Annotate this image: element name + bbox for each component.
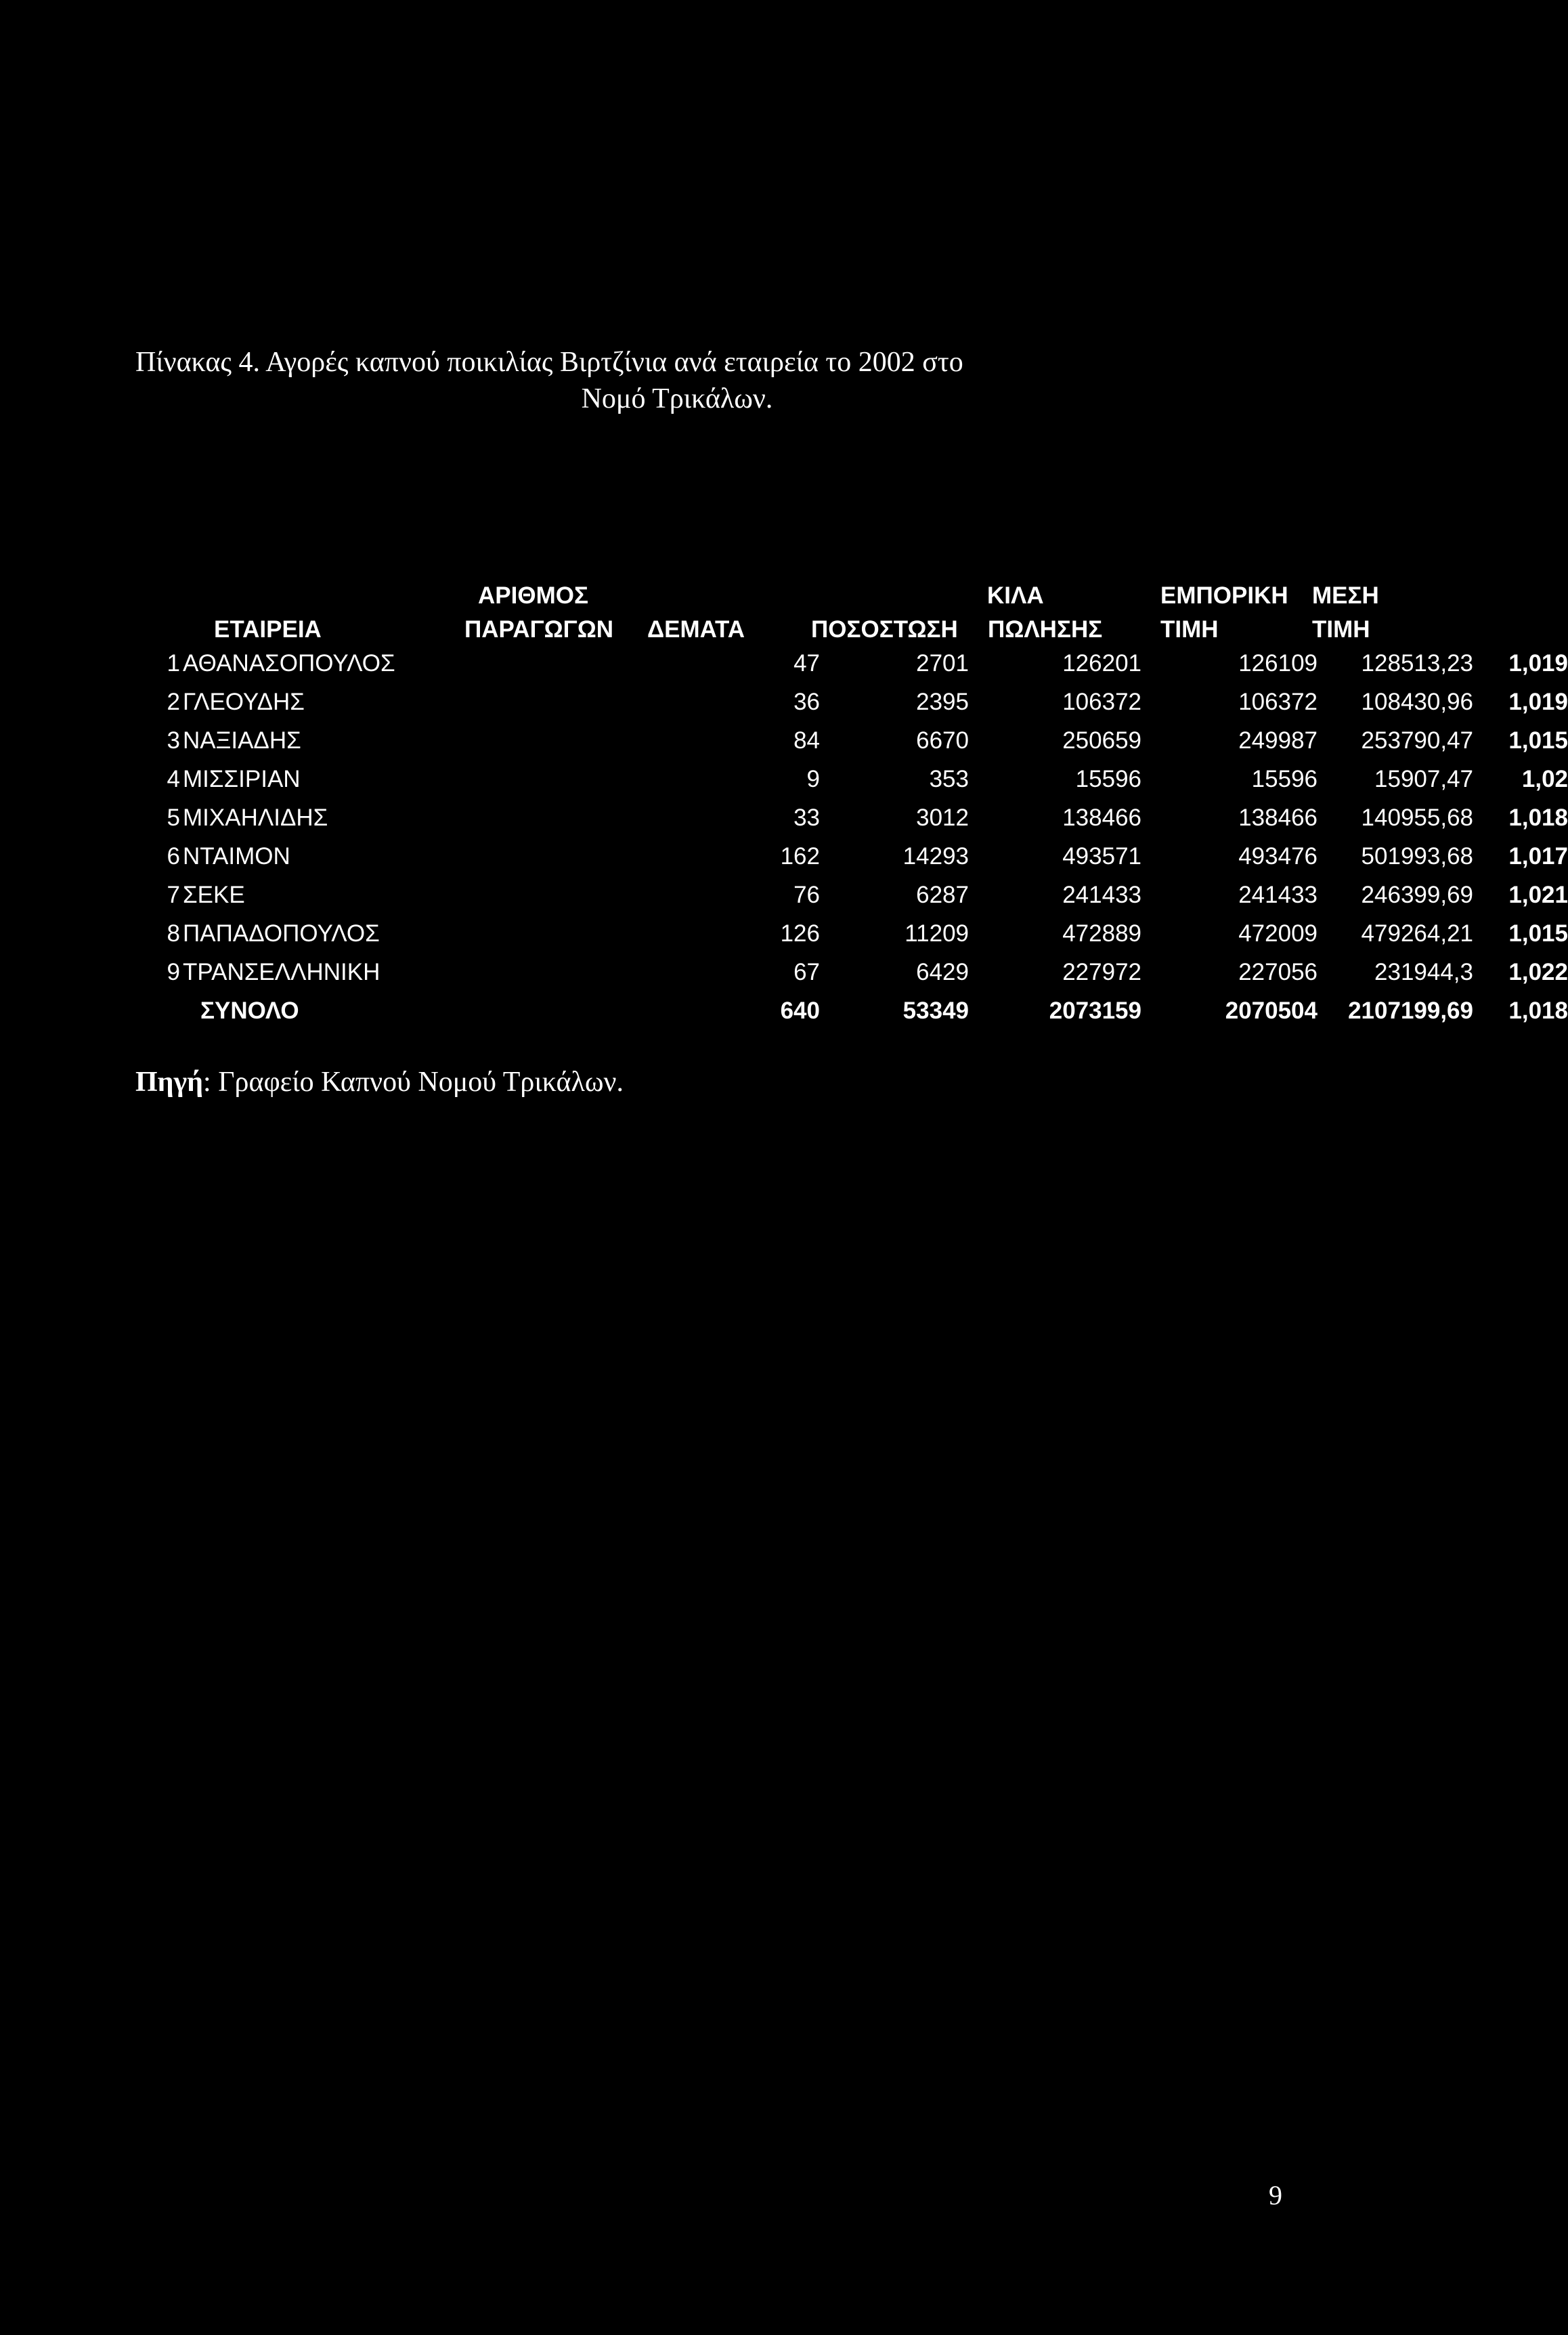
- total-bales: 53349: [902, 998, 969, 1024]
- table-header-row-1: [160, 577, 1412, 611]
- source-text: : Γραφείο Καπνού Νομού Τρικάλων.: [203, 1067, 624, 1098]
- source-label: Πηγή: [135, 1067, 204, 1098]
- header-kilos-line2: ΠΩΛΗΣΗΣ: [988, 616, 1103, 643]
- company-name: ΤΡΑΝΣΕΛΛΗΝΙΚΗ: [183, 959, 380, 985]
- avg-price-value: 1,015: [1508, 727, 1568, 754]
- table-body: [160, 645, 1568, 992]
- quantity-value: 106372: [1062, 689, 1141, 715]
- bales-count: 14293: [902, 843, 969, 870]
- quantity-value: 250659: [1062, 727, 1141, 754]
- header-quantity: ΠΟΣΟΣΤΩΣΗ: [811, 616, 958, 643]
- row-number: 3: [167, 727, 180, 754]
- header-company: ΕΤΑΙΡΕΙΑ: [214, 616, 322, 643]
- avg-price-value: 1,019: [1508, 650, 1568, 677]
- kilos-value: 126109: [1238, 650, 1317, 677]
- total-quantity: 2073159: [1049, 998, 1141, 1024]
- kilos-value: 227056: [1238, 959, 1317, 985]
- header-commercial-line2: ΤΙΜΗ: [1160, 616, 1219, 643]
- producers-count: 76: [793, 882, 820, 908]
- row-number: 9: [167, 959, 180, 985]
- avg-price-value: 1,018: [1508, 805, 1568, 831]
- row-number: 1: [167, 650, 180, 677]
- row-number: 5: [167, 805, 180, 831]
- header-commercial-line1: ΕΜΠΟΡΙΚΗ: [1160, 582, 1288, 609]
- table-header-row-2: [160, 611, 1412, 645]
- producers-count: 162: [780, 843, 820, 870]
- table-row: [160, 761, 1568, 799]
- page-number: 9: [1269, 2180, 1282, 2210]
- caption-line-2: Νομό Τρικάλων.: [581, 383, 773, 414]
- quantity-value: 138466: [1062, 805, 1141, 831]
- header-avg-line2: ΤΙΜΗ: [1312, 616, 1370, 643]
- row-number: 7: [167, 882, 180, 908]
- table-row: [160, 954, 1568, 992]
- header-kilos-line1: ΚΙΛΑ: [987, 582, 1044, 609]
- total-commercial: 2107199,69: [1348, 998, 1473, 1024]
- table-row: [160, 915, 1568, 954]
- avg-price-value: 1,019: [1508, 689, 1568, 715]
- header-producers-line1: ΑΡΙΘΜΟΣ: [478, 582, 588, 609]
- total-label: ΣΥΝΟΛΟ: [200, 998, 299, 1024]
- company-name: ΑΘΑΝΑΣΟΠΟΥΛΟΣ: [183, 650, 395, 677]
- company-name: ΜΙΧΑΗΛΙΔΗΣ: [183, 805, 328, 831]
- row-number: 6: [167, 843, 180, 870]
- company-name: ΣΕΚΕ: [183, 882, 245, 908]
- avg-price-value: 1,022: [1508, 959, 1568, 985]
- company-name: ΓΛΕΟΥΔΗΣ: [183, 689, 305, 715]
- row-number: 4: [167, 766, 180, 792]
- kilos-value: 138466: [1238, 805, 1317, 831]
- quantity-value: 472889: [1062, 920, 1141, 947]
- table-row: [160, 838, 1568, 876]
- commercial-value: 246399,69: [1361, 882, 1473, 908]
- bales-count: 6287: [916, 882, 969, 908]
- producers-count: 126: [780, 920, 820, 947]
- header-avg-line1: ΜΕΣΗ: [1312, 582, 1379, 609]
- avg-price-value: 1,021: [1508, 882, 1568, 908]
- avg-price-value: 1,017: [1508, 843, 1568, 870]
- caption-line-1: Πίνακας 4. Αγορές καπνού ποικιλίας Βιρτζίνια ανά εταιρεία το 2002 στο: [135, 347, 963, 378]
- bales-count: 11209: [905, 920, 969, 947]
- row-number: 2: [167, 689, 180, 715]
- company-name: ΠΑΠΑΔΟΠΟΥΛΟΣ: [183, 920, 380, 947]
- producers-count: 67: [793, 959, 820, 985]
- kilos-value: 241433: [1238, 882, 1317, 908]
- bales-count: 6429: [916, 959, 969, 985]
- bales-count: 6670: [916, 727, 969, 754]
- table-row: [160, 722, 1568, 761]
- row-number: 8: [167, 920, 180, 947]
- kilos-value: 493476: [1238, 843, 1317, 870]
- producers-count: 9: [806, 766, 820, 792]
- source-note: [135, 1066, 624, 1098]
- bales-count: 3012: [916, 805, 969, 831]
- header-bales: ΔΕΜΑΤΑ: [647, 616, 745, 643]
- producers-count: 33: [793, 805, 820, 831]
- quantity-value: 15596: [1075, 766, 1141, 792]
- kilos-value: 106372: [1238, 689, 1317, 715]
- commercial-value: 231944,3: [1374, 959, 1473, 985]
- commercial-value: 501993,68: [1361, 843, 1473, 870]
- commercial-value: 128513,23: [1361, 650, 1473, 677]
- bales-count: 2395: [916, 689, 969, 715]
- company-name: ΝΤΑΙΜΟΝ: [183, 843, 290, 870]
- producers-count: 47: [793, 650, 820, 677]
- kilos-value: 472009: [1238, 920, 1317, 947]
- kilos-value: 249987: [1238, 727, 1317, 754]
- commercial-value: 108430,96: [1361, 689, 1473, 715]
- commercial-value: 140955,68: [1361, 805, 1473, 831]
- table-row: [160, 876, 1568, 915]
- avg-price-value: 1,02: [1521, 766, 1568, 792]
- purchases-table: [160, 577, 1568, 1031]
- total-kilos: 2070504: [1225, 998, 1317, 1024]
- commercial-value: 479264,21: [1361, 920, 1473, 947]
- producers-count: 84: [793, 727, 820, 754]
- table-row: [160, 799, 1568, 838]
- quantity-value: 126201: [1062, 650, 1141, 677]
- total-producers: 640: [780, 998, 820, 1024]
- header-producers-line2: ΠΑΡΑΓΩΓΩΝ: [464, 616, 614, 643]
- commercial-value: 253790,47: [1361, 727, 1473, 754]
- quantity-value: 493571: [1062, 843, 1141, 870]
- avg-price-value: 1,015: [1508, 920, 1568, 947]
- company-name: ΜΙΣΣΙΡΙΑΝ: [183, 766, 301, 792]
- kilos-value: 15596: [1251, 766, 1317, 792]
- producers-count: 36: [793, 689, 820, 715]
- table-caption: [135, 344, 1280, 417]
- bales-count: 353: [929, 766, 969, 792]
- quantity-value: 227972: [1062, 959, 1141, 985]
- table-row: [160, 645, 1568, 683]
- table-row: [160, 683, 1568, 722]
- company-name: ΝΑΞΙΑΔΗΣ: [183, 727, 301, 754]
- commercial-value: 15907,47: [1374, 766, 1473, 792]
- table-total-row: [160, 992, 1568, 1031]
- total-avg: 1,018: [1508, 998, 1568, 1024]
- quantity-value: 241433: [1062, 882, 1141, 908]
- bales-count: 2701: [916, 650, 969, 677]
